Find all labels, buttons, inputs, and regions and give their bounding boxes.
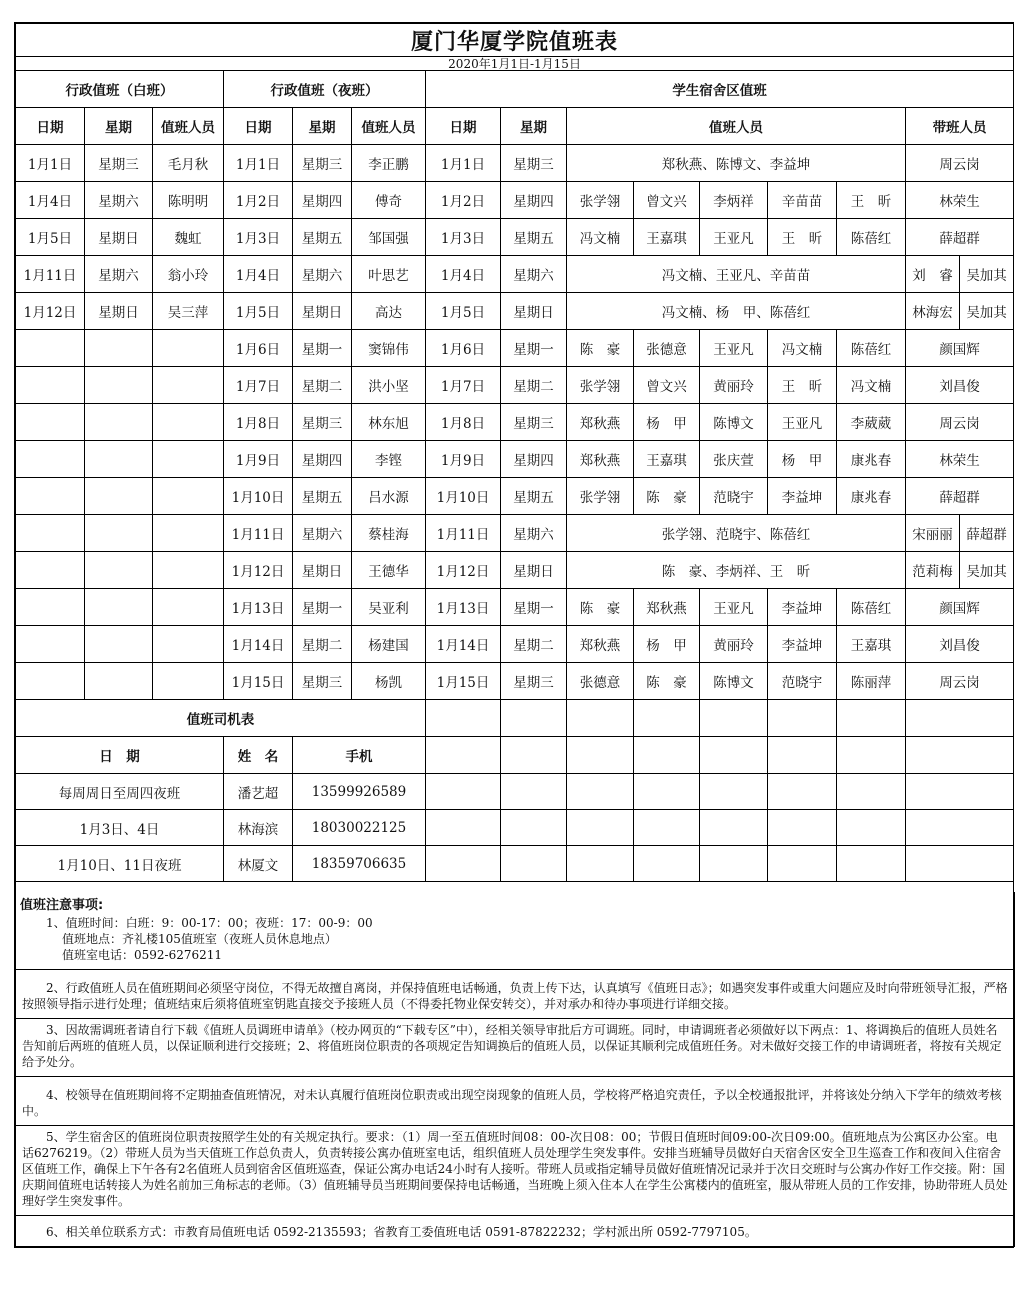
day-weekday: 星期日 bbox=[85, 293, 153, 330]
empty-cell bbox=[567, 774, 634, 810]
dorm-date: 1月1日 bbox=[426, 145, 501, 182]
empty-cell bbox=[153, 404, 224, 441]
driver-phone: 18359706635 bbox=[293, 846, 426, 882]
driver-name: 潘艺超 bbox=[224, 774, 293, 810]
dorm-staff: 杨 甲 bbox=[634, 404, 700, 441]
night-staff: 高达 bbox=[352, 293, 426, 330]
empty-cell bbox=[906, 846, 1014, 882]
night-weekday: 星期五 bbox=[293, 478, 352, 515]
header-date: 日期 bbox=[224, 108, 293, 145]
dorm-staff: 陈蓓红 bbox=[837, 589, 906, 626]
empty-cell bbox=[634, 737, 700, 774]
empty-cell bbox=[768, 774, 837, 810]
driver-phone: 18030022125 bbox=[293, 810, 426, 846]
notes-heading: 值班注意事项: bbox=[20, 897, 104, 913]
day-weekday: 星期六 bbox=[85, 182, 153, 219]
dorm-leader: 林荣生 bbox=[906, 441, 1014, 478]
empty-cell bbox=[700, 737, 768, 774]
night-staff: 叶思艺 bbox=[352, 256, 426, 293]
driver-title-row bbox=[16, 700, 1014, 737]
empty-cell bbox=[153, 367, 224, 404]
empty-cell bbox=[567, 810, 634, 846]
driver-header-name: 姓 名 bbox=[224, 737, 293, 774]
header-date: 日期 bbox=[426, 108, 501, 145]
empty-cell bbox=[16, 663, 85, 700]
empty-cell bbox=[768, 737, 837, 774]
dorm-date: 1月6日 bbox=[426, 330, 501, 367]
note-1 bbox=[16, 913, 1014, 970]
driver-date: 1月10日、11日夜班 bbox=[16, 846, 224, 882]
dorm-staff: 陈蓓红 bbox=[837, 219, 906, 256]
dorm-date: 1月14日 bbox=[426, 626, 501, 663]
night-date: 1月5日 bbox=[224, 293, 293, 330]
night-staff: 林东旭 bbox=[352, 404, 426, 441]
day-date: 1月1日 bbox=[16, 145, 85, 182]
header-staff: 值班人员 bbox=[567, 108, 906, 145]
dorm-staff: 王 昕 bbox=[768, 219, 837, 256]
empty-cell bbox=[85, 663, 153, 700]
night-weekday: 星期二 bbox=[293, 626, 352, 663]
empty-cell bbox=[768, 846, 837, 882]
empty-cell bbox=[153, 552, 224, 589]
note-1-line: 1、值班时间：白班：9：00-17：00；夜班：17：00-9：00 bbox=[46, 915, 373, 930]
dorm-date: 1月4日 bbox=[426, 256, 501, 293]
dorm-staff: 李益坤 bbox=[768, 478, 837, 515]
dorm-staff: 张德意 bbox=[567, 663, 634, 700]
night-date: 1月3日 bbox=[224, 219, 293, 256]
dorm-staff: 李葳葳 bbox=[837, 404, 906, 441]
day-staff: 毛月秋 bbox=[153, 145, 224, 182]
empty-cell bbox=[700, 774, 768, 810]
empty-cell bbox=[700, 846, 768, 882]
driver-name: 林厦文 bbox=[224, 846, 293, 882]
roster-row bbox=[16, 145, 1014, 182]
header-staff: 值班人员 bbox=[352, 108, 426, 145]
dorm-leader: 薛超群 bbox=[906, 219, 1014, 256]
night-date: 1月14日 bbox=[224, 626, 293, 663]
dorm-date: 1月11日 bbox=[426, 515, 501, 552]
duty-roster-table bbox=[15, 23, 1014, 892]
night-staff: 李铿 bbox=[352, 441, 426, 478]
night-weekday: 星期三 bbox=[293, 663, 352, 700]
night-date: 1月7日 bbox=[224, 367, 293, 404]
note-1-line: 值班地点：齐礼楼105值班室（夜班人员休息地点） bbox=[62, 931, 337, 946]
header-weekday: 星期 bbox=[293, 108, 352, 145]
dorm-staff: 王亚凡 bbox=[700, 219, 768, 256]
empty-cell bbox=[501, 700, 567, 737]
day-date: 1月12日 bbox=[16, 293, 85, 330]
driver-header-date: 日 期 bbox=[16, 737, 224, 774]
empty-cell bbox=[426, 700, 501, 737]
dorm-staff: 郑秋燕 bbox=[567, 441, 634, 478]
header-weekday: 星期 bbox=[501, 108, 567, 145]
dorm-staff: 杨 甲 bbox=[634, 626, 700, 663]
empty-cell bbox=[906, 774, 1014, 810]
empty-cell bbox=[85, 404, 153, 441]
dorm-staff: 陈丽萍 bbox=[837, 663, 906, 700]
empty-cell bbox=[85, 515, 153, 552]
empty-cell bbox=[153, 626, 224, 663]
empty-cell bbox=[634, 774, 700, 810]
roster-row bbox=[16, 626, 1014, 663]
empty-cell bbox=[837, 774, 906, 810]
empty-cell bbox=[634, 846, 700, 882]
dorm-staff: 王亚凡 bbox=[700, 330, 768, 367]
night-staff: 吕水源 bbox=[352, 478, 426, 515]
empty-cell bbox=[837, 810, 906, 846]
dorm-date: 1月2日 bbox=[426, 182, 501, 219]
duty-roster-sheet bbox=[14, 22, 1014, 1248]
dorm-staff: 郑秋燕 bbox=[567, 404, 634, 441]
dorm-staff: 张庆萱 bbox=[700, 441, 768, 478]
day-weekday: 星期日 bbox=[85, 219, 153, 256]
empty-cell bbox=[85, 478, 153, 515]
day-date: 1月5日 bbox=[16, 219, 85, 256]
dorm-staff: 王嘉琪 bbox=[634, 219, 700, 256]
night-date: 1月4日 bbox=[224, 256, 293, 293]
night-date: 1月13日 bbox=[224, 589, 293, 626]
empty-cell bbox=[16, 330, 85, 367]
dorm-weekday: 星期六 bbox=[501, 256, 567, 293]
night-staff: 吴亚利 bbox=[352, 589, 426, 626]
night-staff: 李正鹏 bbox=[352, 145, 426, 182]
empty-cell bbox=[153, 441, 224, 478]
dorm-staff: 李益坤 bbox=[768, 589, 837, 626]
night-date: 1月2日 bbox=[224, 182, 293, 219]
night-weekday: 星期日 bbox=[293, 293, 352, 330]
spacer-cell bbox=[16, 882, 1014, 892]
empty-cell bbox=[153, 478, 224, 515]
night-weekday: 星期三 bbox=[293, 404, 352, 441]
dorm-leader: 颜国辉 bbox=[906, 589, 1014, 626]
empty-cell bbox=[700, 810, 768, 846]
dorm-weekday: 星期五 bbox=[501, 478, 567, 515]
section-admin-day: 行政值班（白班） bbox=[16, 71, 224, 108]
dorm-weekday: 星期一 bbox=[501, 330, 567, 367]
dorm-leader: 刘昌俊 bbox=[906, 626, 1014, 663]
header-weekday: 星期 bbox=[85, 108, 153, 145]
night-staff: 杨凯 bbox=[352, 663, 426, 700]
day-staff: 翁小玲 bbox=[153, 256, 224, 293]
dorm-staff: 黄丽玲 bbox=[700, 626, 768, 663]
night-weekday: 星期三 bbox=[293, 145, 352, 182]
driver-table-title: 值班司机表 bbox=[16, 700, 426, 737]
dorm-weekday: 星期三 bbox=[501, 404, 567, 441]
night-staff: 杨建国 bbox=[352, 626, 426, 663]
empty-cell bbox=[85, 589, 153, 626]
day-staff: 陈明明 bbox=[153, 182, 224, 219]
roster-row bbox=[16, 367, 1014, 404]
night-date: 1月8日 bbox=[224, 404, 293, 441]
dorm-staff: 陈博文 bbox=[700, 663, 768, 700]
dorm-staff: 王亚凡 bbox=[700, 589, 768, 626]
empty-cell bbox=[16, 404, 85, 441]
dorm-staff: 王 昕 bbox=[837, 182, 906, 219]
day-weekday: 星期六 bbox=[85, 256, 153, 293]
dorm-staff: 冯文楠 bbox=[768, 330, 837, 367]
empty-cell bbox=[85, 367, 153, 404]
dorm-staff: 王亚凡 bbox=[768, 404, 837, 441]
dorm-weekday: 星期三 bbox=[501, 145, 567, 182]
dorm-staff: 王 昕 bbox=[768, 367, 837, 404]
date-range-subtitle: 2020年1月1日-1月15日 bbox=[16, 57, 1014, 71]
dorm-staff: 陈 豪 bbox=[567, 330, 634, 367]
roster-row bbox=[16, 219, 1014, 256]
empty-cell bbox=[567, 700, 634, 737]
header-leader: 带班人员 bbox=[906, 108, 1014, 145]
night-weekday: 星期四 bbox=[293, 441, 352, 478]
dorm-staff: 冯文楠 bbox=[837, 367, 906, 404]
dorm-weekday: 星期日 bbox=[501, 293, 567, 330]
dorm-date: 1月12日 bbox=[426, 552, 501, 589]
dorm-staff: 张学翎 bbox=[567, 367, 634, 404]
dorm-staff: 冯文楠 bbox=[567, 219, 634, 256]
roster-row bbox=[16, 330, 1014, 367]
dorm-staff: 郑秋燕 bbox=[634, 589, 700, 626]
dorm-leader: 宋丽丽 bbox=[906, 515, 960, 552]
night-date: 1月9日 bbox=[224, 441, 293, 478]
dorm-staff-combined: 冯文楠、杨 甲、陈蓓红 bbox=[567, 293, 906, 330]
dorm-leader: 薛超群 bbox=[960, 515, 1014, 552]
roster-row bbox=[16, 256, 1014, 293]
dorm-leader: 吴加其 bbox=[960, 256, 1014, 293]
empty-cell bbox=[85, 626, 153, 663]
dorm-staff: 李益坤 bbox=[768, 626, 837, 663]
dorm-weekday: 星期二 bbox=[501, 626, 567, 663]
night-date: 1月10日 bbox=[224, 478, 293, 515]
night-weekday: 星期日 bbox=[293, 552, 352, 589]
dorm-staff-combined: 陈 豪、李炳祥、王 昕 bbox=[567, 552, 906, 589]
header-staff: 值班人员 bbox=[153, 108, 224, 145]
day-date: 1月4日 bbox=[16, 182, 85, 219]
dorm-leader: 刘昌俊 bbox=[906, 367, 1014, 404]
empty-cell bbox=[85, 330, 153, 367]
empty-cell bbox=[700, 700, 768, 737]
dorm-staff: 王嘉琪 bbox=[837, 626, 906, 663]
dorm-date: 1月7日 bbox=[426, 367, 501, 404]
empty-cell bbox=[501, 810, 567, 846]
empty-cell bbox=[16, 515, 85, 552]
dorm-staff-combined: 郑秋燕、陈博文、李益坤 bbox=[567, 145, 906, 182]
dorm-staff: 陈蓓红 bbox=[837, 330, 906, 367]
empty-cell bbox=[768, 700, 837, 737]
empty-cell bbox=[567, 737, 634, 774]
dorm-date: 1月5日 bbox=[426, 293, 501, 330]
dorm-leader: 吴加其 bbox=[960, 552, 1014, 589]
empty-cell bbox=[16, 552, 85, 589]
dorm-date: 1月8日 bbox=[426, 404, 501, 441]
empty-cell bbox=[426, 774, 501, 810]
dorm-weekday: 星期四 bbox=[501, 182, 567, 219]
dorm-weekday: 星期二 bbox=[501, 367, 567, 404]
dorm-staff: 辛苗苗 bbox=[768, 182, 837, 219]
dorm-staff: 王嘉琪 bbox=[634, 441, 700, 478]
empty-cell bbox=[153, 663, 224, 700]
dorm-staff: 范晓宇 bbox=[700, 478, 768, 515]
dorm-staff: 杨 甲 bbox=[768, 441, 837, 478]
duty-notes bbox=[15, 892, 1015, 1247]
empty-cell bbox=[567, 846, 634, 882]
driver-date: 1月3日、4日 bbox=[16, 810, 224, 846]
empty-cell bbox=[906, 810, 1014, 846]
dorm-date: 1月15日 bbox=[426, 663, 501, 700]
empty-cell bbox=[16, 589, 85, 626]
empty-cell bbox=[153, 515, 224, 552]
empty-cell bbox=[16, 367, 85, 404]
dorm-leader: 林海宏 bbox=[906, 293, 960, 330]
dorm-leader: 吴加其 bbox=[960, 293, 1014, 330]
header-date: 日期 bbox=[16, 108, 85, 145]
dorm-leader: 颜国辉 bbox=[906, 330, 1014, 367]
page-title: 厦门华厦学院值班表 bbox=[16, 24, 1014, 57]
dorm-leader: 林荣生 bbox=[906, 182, 1014, 219]
empty-cell bbox=[634, 810, 700, 846]
empty-cell bbox=[837, 846, 906, 882]
dorm-staff: 黄丽玲 bbox=[700, 367, 768, 404]
empty-cell bbox=[634, 700, 700, 737]
roster-row bbox=[16, 441, 1014, 478]
dorm-staff: 陈博文 bbox=[700, 404, 768, 441]
note-3: 3、因故需调班者请自行下载《值班人员调班申请单》（校办网页的“下载专区”中），经相关领导审批后方可调班。同时，申请调班者必须做好以下两点：1、将调换后的值班人员姓名告知前后两班的值班人员，以保证顺利进行交接班；2、将值班岗位职责的各项规定告知调换后的值班人员，以保证其顺利完成值班任务。对未做好交接工作的申请调班者，将按有关规定给予处分。 bbox=[16, 1019, 1014, 1077]
night-staff: 洪小坚 bbox=[352, 367, 426, 404]
night-staff: 窦锦伟 bbox=[352, 330, 426, 367]
dorm-leader: 薛超群 bbox=[906, 478, 1014, 515]
dorm-staff: 郑秋燕 bbox=[567, 626, 634, 663]
empty-cell bbox=[16, 441, 85, 478]
empty-cell bbox=[837, 737, 906, 774]
dorm-staff: 陈 豪 bbox=[634, 478, 700, 515]
driver-date: 每周周日至周四夜班 bbox=[16, 774, 224, 810]
dorm-staff: 张德意 bbox=[634, 330, 700, 367]
note-1-line: 值班室电话：0592-6276211 bbox=[62, 947, 223, 962]
empty-cell bbox=[153, 330, 224, 367]
night-weekday: 星期一 bbox=[293, 589, 352, 626]
empty-cell bbox=[85, 552, 153, 589]
day-date: 1月11日 bbox=[16, 256, 85, 293]
roster-row bbox=[16, 552, 1014, 589]
night-date: 1月6日 bbox=[224, 330, 293, 367]
night-weekday: 星期四 bbox=[293, 182, 352, 219]
night-weekday: 星期六 bbox=[293, 256, 352, 293]
dorm-staff: 李炳祥 bbox=[700, 182, 768, 219]
roster-row bbox=[16, 478, 1014, 515]
note-2: 2、行政值班人员在值班期间必须坚守岗位，不得无故擅自离岗，并保持值班电话畅通，负责上传下达，认真填写《值班日志》；如遇突发事件或重大问题应及时向带班领导汇报，严格按照领导指示进行处理；值班结束后须将值班室钥匙直接交予接班人员（不得委托物业保安转交），并对承办和待办事项进行详细交接。 bbox=[16, 970, 1014, 1019]
driver-row bbox=[16, 774, 1014, 810]
dorm-weekday: 星期六 bbox=[501, 515, 567, 552]
dorm-weekday: 星期五 bbox=[501, 219, 567, 256]
driver-header-row bbox=[16, 737, 1014, 774]
night-date: 1月11日 bbox=[224, 515, 293, 552]
night-date: 1月12日 bbox=[224, 552, 293, 589]
dorm-date: 1月3日 bbox=[426, 219, 501, 256]
roster-row bbox=[16, 589, 1014, 626]
empty-cell bbox=[16, 626, 85, 663]
empty-cell bbox=[426, 846, 501, 882]
night-weekday: 星期六 bbox=[293, 515, 352, 552]
dorm-staff: 范晓宇 bbox=[768, 663, 837, 700]
dorm-leader: 刘 睿 bbox=[906, 256, 960, 293]
dorm-staff: 陈 豪 bbox=[634, 663, 700, 700]
night-date: 1月15日 bbox=[224, 663, 293, 700]
dorm-staff: 陈 豪 bbox=[567, 589, 634, 626]
dorm-staff: 张学翎 bbox=[567, 182, 634, 219]
dorm-staff: 张学翎 bbox=[567, 478, 634, 515]
empty-cell bbox=[906, 737, 1014, 774]
dorm-staff: 曾文兴 bbox=[634, 182, 700, 219]
empty-cell bbox=[768, 810, 837, 846]
empty-cell bbox=[501, 737, 567, 774]
section-dorm: 学生宿舍区值班 bbox=[426, 71, 1014, 108]
day-staff: 魏虹 bbox=[153, 219, 224, 256]
dorm-date: 1月9日 bbox=[426, 441, 501, 478]
note-5: 5、学生宿舍区的值班岗位职责按照学生处的有关规定执行。要求：（1）周一至五值班时间08：00-次日08：00；节假日值班时间09:00-次日09:00。值班地点为公寓区办公室。电话6276219。（2）带班人员为当天值班工作总负责人，负责转接公寓办值班室电话，组织值班人员处理学生突发事件。安排当班辅导员做好白天宿舍区安全卫生巡查工作和夜间入住宿舍区值班工作，确保上下午各有2名值班人员到宿舍区值班巡查，保证公寓办电话24小时有人接听。带班人员或指定辅导员做好值班情况记录并于次日交班时与公寓办作好工作交接。附：国庆期间值班电话转接人为姓名前加三角标志的老师。（3）值班辅导员当班期间要保持电话畅通，当班晚上须入住本人在学生公寓楼内的值班室，服从带班人员的工作安排，协助带班人员处理好学生突发事件。 bbox=[16, 1126, 1014, 1216]
driver-name: 林海滨 bbox=[224, 810, 293, 846]
night-weekday: 星期一 bbox=[293, 330, 352, 367]
roster-row bbox=[16, 182, 1014, 219]
night-staff: 邹国强 bbox=[352, 219, 426, 256]
dorm-staff-combined: 冯文楠、王亚凡、辛苗苗 bbox=[567, 256, 906, 293]
empty-cell bbox=[426, 810, 501, 846]
empty-cell bbox=[501, 846, 567, 882]
driver-row bbox=[16, 846, 1014, 882]
dorm-staff: 康兆春 bbox=[837, 478, 906, 515]
day-weekday: 星期三 bbox=[85, 145, 153, 182]
driver-header-phone: 手机 bbox=[293, 737, 426, 774]
dorm-leader: 范莉梅 bbox=[906, 552, 960, 589]
dorm-staff: 曾文兴 bbox=[634, 367, 700, 404]
night-staff: 傅奇 bbox=[352, 182, 426, 219]
night-staff: 王德华 bbox=[352, 552, 426, 589]
dorm-date: 1月10日 bbox=[426, 478, 501, 515]
empty-cell bbox=[426, 737, 501, 774]
empty-cell bbox=[906, 700, 1014, 737]
roster-row bbox=[16, 404, 1014, 441]
spacer-row bbox=[16, 882, 1014, 892]
dorm-leader: 周云岗 bbox=[906, 145, 1014, 182]
note-4: 4、校领导在值班期间将不定期抽查值班情况，对未认真履行值班岗位职责或出现空岗现象的值班人员，学校将严格追究责任，予以全校通报批评，并将该处分纳入下学年的绩效考核中。 bbox=[16, 1077, 1014, 1126]
empty-cell bbox=[16, 478, 85, 515]
dorm-weekday: 星期日 bbox=[501, 552, 567, 589]
dorm-date: 1月13日 bbox=[426, 589, 501, 626]
empty-cell bbox=[153, 589, 224, 626]
dorm-leader: 周云岗 bbox=[906, 663, 1014, 700]
note-6: 6、相关单位联系方式：市教育局值班电话 0592-2135593；省教育工委值班电话 0591-87822232；学村派出所 0592-7797105。 bbox=[46, 1224, 757, 1239]
night-weekday: 星期二 bbox=[293, 367, 352, 404]
dorm-staff-combined: 张学翎、范晓宇、陈蓓红 bbox=[567, 515, 906, 552]
roster-row bbox=[16, 515, 1014, 552]
dorm-weekday: 星期四 bbox=[501, 441, 567, 478]
day-staff: 吴三萍 bbox=[153, 293, 224, 330]
dorm-weekday: 星期一 bbox=[501, 589, 567, 626]
night-date: 1月1日 bbox=[224, 145, 293, 182]
night-staff: 蔡桂海 bbox=[352, 515, 426, 552]
empty-cell bbox=[501, 774, 567, 810]
driver-phone: 13599926589 bbox=[293, 774, 426, 810]
empty-cell bbox=[837, 700, 906, 737]
night-weekday: 星期五 bbox=[293, 219, 352, 256]
driver-row bbox=[16, 810, 1014, 846]
dorm-staff: 康兆春 bbox=[837, 441, 906, 478]
roster-row bbox=[16, 663, 1014, 700]
section-admin-night: 行政值班（夜班） bbox=[224, 71, 426, 108]
roster-row bbox=[16, 293, 1014, 330]
dorm-weekday: 星期三 bbox=[501, 663, 567, 700]
dorm-leader: 周云岗 bbox=[906, 404, 1014, 441]
empty-cell bbox=[85, 441, 153, 478]
